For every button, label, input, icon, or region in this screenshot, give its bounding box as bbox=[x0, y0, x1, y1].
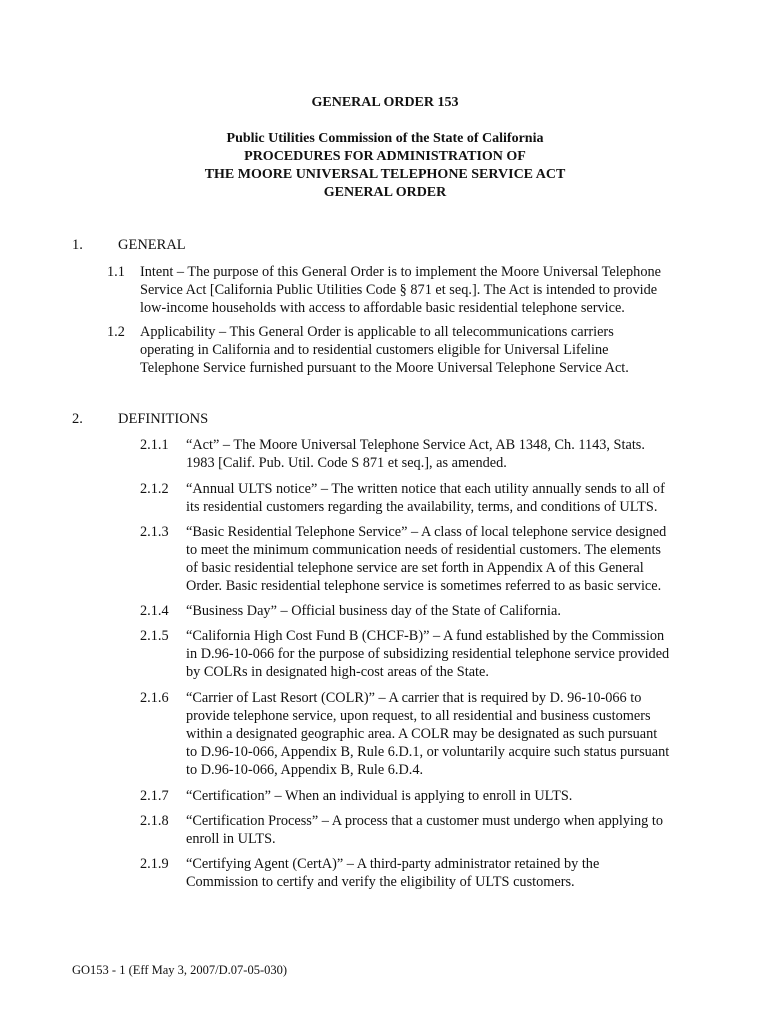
section-title: GENERAL bbox=[118, 237, 186, 253]
item-text: Intent – The purpose of this General Order is to implement the Moore Universal Telephone Service Act [California Public Utilities Code § 871 et seq.]. The Act is intended to provide low-income households with access to affordable basic residential telephone service. bbox=[140, 264, 661, 316]
definition-2-1-5 bbox=[140, 627, 710, 683]
item-number: 2.1.1 bbox=[140, 437, 169, 453]
definition-2-1-8 bbox=[140, 812, 710, 850]
item-text: “Basic Residential Telephone Service” – A class of local telephone service designed to meet the minimum communication needs of residential customers. The elements of basic residential telephone service are set forth in Appendix A of this General Order. Basic residential telephone service is sometimes referred to as basic service. bbox=[186, 524, 667, 594]
item-number: 2.1.6 bbox=[140, 690, 169, 706]
general-item-1-2 bbox=[107, 323, 707, 379]
item-text: “Business Day” – Official business day of the State of California. bbox=[186, 603, 561, 619]
general-item-1-1 bbox=[107, 263, 707, 319]
item-text: “Certifying Agent (CertA)” – A third-party administrator retained by the Commission to certify and verify the eligibility of ULTS customers. bbox=[186, 856, 600, 890]
item-number: 2.1.2 bbox=[140, 481, 169, 497]
definition-2-1-7 bbox=[140, 787, 710, 807]
item-number: 2.1.5 bbox=[140, 628, 169, 644]
item-number: 2.1.8 bbox=[140, 813, 169, 829]
definition-2-1-2 bbox=[140, 480, 710, 518]
item-text: “Carrier of Last Resort (COLR)” – A carrier that is required by D. 96-10-066 to provide telephone service, upon request, to all residential and business customers within a designated geographic area. A COLR may be designated as such pursuant to D.96-10-066, Appendix B, Rule 6.D.1, or voluntarily acquire such status pursuant to D.96-10-066, Appendix B, Rule 6.D.4. bbox=[186, 690, 670, 778]
definition-2-1-3 bbox=[140, 523, 710, 597]
definition-2-1-6 bbox=[140, 689, 710, 781]
definition-2-1-1 bbox=[140, 436, 710, 474]
item-text: “California High Cost Fund B (CHCF-B)” – A fund established by the Commission in D.96-10-066 for the purpose of subsidizing residential telephone service provided by COLRs in designated high-cost areas of the State. bbox=[186, 628, 670, 680]
section-number: 2. bbox=[72, 411, 83, 427]
document-title: GENERAL ORDER 153 bbox=[311, 95, 459, 110]
item-text: “Certification Process” – A process that a customer must undergo when applying to enroll in ULTS. bbox=[186, 813, 663, 847]
item-text: “Act” – The Moore Universal Telephone Service Act, AB 1348, Ch. 1143, Stats. 1983 [Calif. Pub. Util. Code S 871 et seq.], as amended. bbox=[186, 437, 645, 471]
definition-2-1-9 bbox=[140, 855, 710, 893]
item-text: “Certification” – When an individual is applying to enroll in ULTS. bbox=[186, 788, 573, 804]
heading-line-act: THE MOORE UNIVERSAL TELEPHONE SERVICE ACT bbox=[204, 167, 566, 182]
item-number: 1.1 bbox=[107, 264, 125, 280]
item-number: 2.1.4 bbox=[140, 603, 169, 619]
heading-line-commission: Public Utilities Commission of the State of California bbox=[226, 131, 544, 146]
section-definitions-heading bbox=[0, 410, 770, 428]
item-number: 2.1.7 bbox=[140, 788, 169, 804]
item-text: “Annual ULTS notice” – The written notice that each utility annually sends to all of its residential customers regarding the availability, terms, and conditions of ULTS. bbox=[186, 481, 665, 515]
section-general-heading bbox=[0, 236, 770, 254]
section-number: 1. bbox=[72, 237, 83, 253]
heading-line-general-order: GENERAL ORDER bbox=[323, 185, 447, 200]
item-text: Applicability – This General Order is applicable to all telecommunications carriers operating in California and to residential customers eligible for Universal Lifeline Telephone Service furnished pursuant to the Moore Universal Telephone Service Act. bbox=[140, 324, 629, 376]
definition-2-1-4 bbox=[140, 602, 710, 622]
document-heading bbox=[0, 130, 770, 202]
item-number: 1.2 bbox=[107, 324, 125, 340]
item-number: 2.1.3 bbox=[140, 524, 169, 540]
section-title: DEFINITIONS bbox=[118, 411, 209, 427]
page-footer: GO153 - 1 (Eff May 3, 2007/D.07-05-030) bbox=[72, 963, 288, 977]
item-number: 2.1.9 bbox=[140, 856, 169, 872]
heading-line-procedures: PROCEDURES FOR ADMINISTRATION OF bbox=[244, 149, 526, 164]
